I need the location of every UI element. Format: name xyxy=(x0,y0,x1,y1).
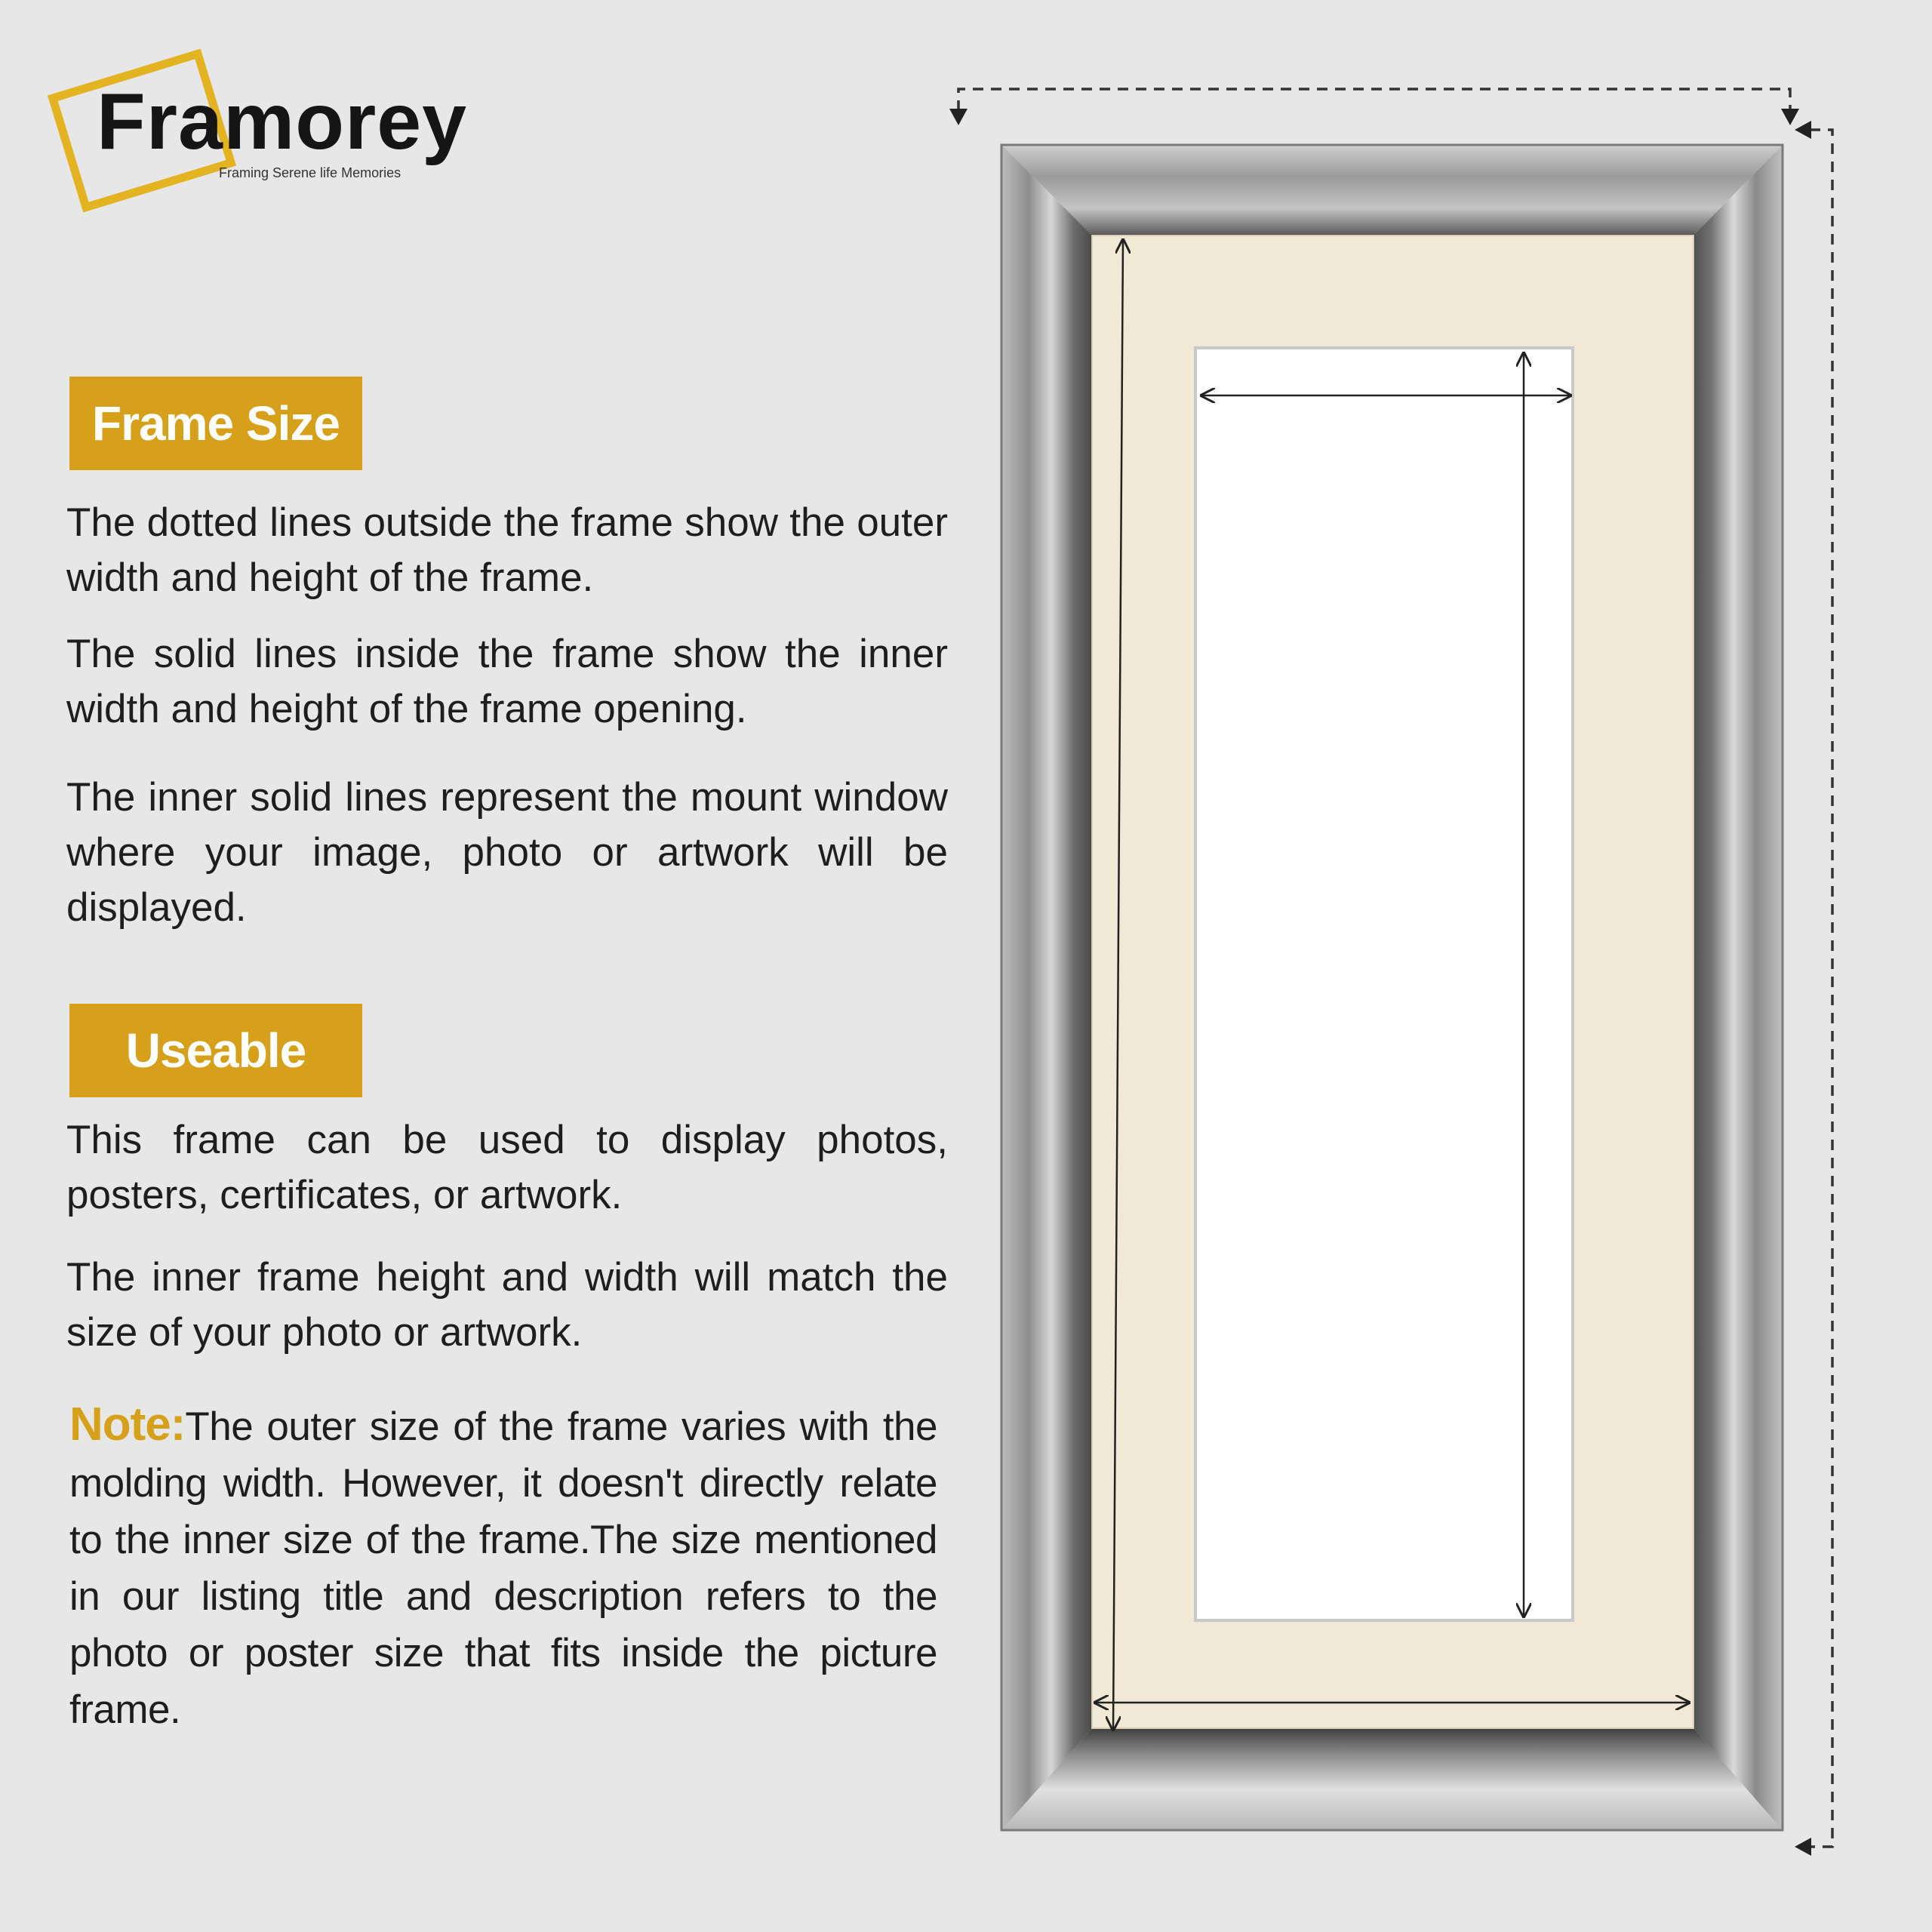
brand-tagline: Framing Serene life Memories xyxy=(219,165,401,180)
useable-heading: Useable xyxy=(69,1004,362,1097)
useable-paragraph-2: The inner frame height and width will match the size of your photo or artwork. xyxy=(66,1255,948,1355)
outer-width-dotted-line xyxy=(949,89,1799,125)
mount-window xyxy=(1195,348,1573,1620)
frame-size-paragraph-1: The dotted lines outside the frame show the outer width and height of the frame. xyxy=(66,500,948,600)
brand-name: Framorey xyxy=(97,77,468,166)
frame-size-paragraph-2: The solid lines inside the frame show the inner width and height of the frame opening. xyxy=(66,632,948,731)
note-text: The outer size of the frame varies with the molding width. However, it doesn't directly relate to the inner size of the frame.The size mentioned in our listing title and description refers to the photo or poster size that fits inside the picture frame. xyxy=(69,1404,937,1732)
frame-size-paragraph-3: The inner solid lines represent the mount window where your image, photo or artwork will be displayed. xyxy=(66,775,948,930)
arrowhead-right-icon xyxy=(1781,109,1799,125)
arrowhead-bottom-icon xyxy=(1795,1838,1811,1856)
frame-size-heading: Frame Size xyxy=(69,377,362,470)
arrowhead-top-icon xyxy=(1795,121,1811,139)
outer-height-dotted-line xyxy=(1795,121,1832,1856)
useable-paragraph-1: This frame can be used to display photos, posters, certificates, or artwork. xyxy=(66,1118,948,1217)
arrowhead-left-icon xyxy=(949,109,968,125)
note-label: Note: xyxy=(69,1398,186,1451)
